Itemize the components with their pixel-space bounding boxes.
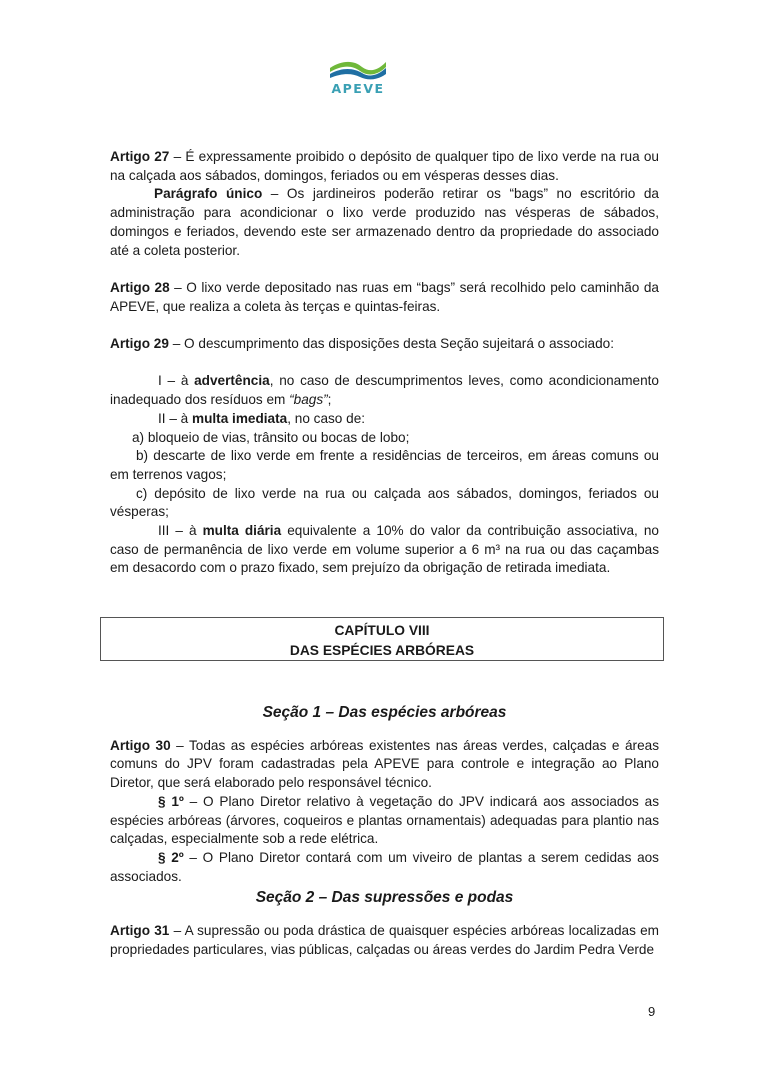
article-block-2 [110, 704, 659, 959]
artigo-29: Artigo 29 – O descumprimento das disposições desta Seção sujeitará o associado: [110, 336, 614, 351]
inciso-ii: II – à multa imediata, no caso de: [158, 410, 366, 426]
paragrafo-2: § 2º – O Plano Diretor contará com um viveiro de plantas a serem cedidas aos associados. [110, 849, 659, 884]
paragrafo-1: § 1º – O Plano Diretor relativo à vegetação do JPV indicará aos associados as espécies arbóreas (árvores, coqueiros e plantas ornamentais) adequadas para plantio nas calçadas, especialmente sob a rede elétrica. [110, 793, 659, 847]
page-number: 9 [648, 1004, 656, 1019]
section-1-title: Seção 1 – Das espécies arbóreas [262, 704, 507, 721]
artigo-31: Artigo 31 – A supressão ou poda drástica de quaisquer espécies arbóreas localizadas em propriedades particulares, vias públicas, calçadas ou áreas verdes do Jardim Pedra Verde [110, 923, 659, 957]
article-block-1 [110, 148, 659, 578]
logo-mark-icon [328, 58, 388, 80]
alinea-b: b) descarte de lixo verde em frente a residências de terceiros, em áreas comuns ou em terrenos vagos; [110, 448, 659, 482]
paragrafo-unico: Parágrafo único – Os jardineiros poderão retirar os “bags” no escritório da administração para acondicionar o lixo verde produzido nas vésperas de sábados, domingos e feriados, devendo este ser armazenado dentro da propriedade do associado até a coleta posterior. [110, 186, 659, 258]
inciso-i: I – à advertência, no caso de descumprimentos leves, como acondicionamento inadequado dos resíduos em “bags”; [110, 373, 659, 408]
section-2-title: Seção 2 – Das supressões e podas [255, 889, 514, 907]
alinea-c: c) depósito de lixo verde na rua ou calçada aos sábados, domingos, feriados ou vésperas; [110, 485, 659, 520]
logo-text: APEVE [331, 81, 385, 96]
apeve-logo [326, 58, 390, 106]
artigo-28: Artigo 28 – O lixo verde depositado nas ruas em “bags” será recolhido pelo caminhão da APEVE, que realiza a coleta às terças e quintas-feiras. [110, 279, 659, 314]
chapter-number: CAPÍTULO VIII [334, 623, 430, 638]
inciso-iii: III – à multa diária equivalente a 10% do valor da contribuição associativa, no caso de permanência de lixo verde em volume superior a 6 m³ na rua ou das caçambas em desacordo com o prazo fixado, sem prejuízo da obrigação de retirada imediata. [110, 523, 659, 576]
chapter-title: DAS ESPÉCIES ARBÓREAS [289, 642, 475, 658]
artigo-27: Artigo 27 – É expressamente proibido o depósito de qualquer tipo de lixo verde na rua ou na calçada aos sábados, domingos, feriados ou em vésperas desses dias. [110, 149, 659, 183]
artigo-30: Artigo 30 – Todas as espécies arbóreas existentes nas áreas verdes, calçadas e áreas comuns do JPV foram cadastradas pela APEVE para controle e integração ao Plano Diretor, que será elaborado pelo responsável técnico. [110, 737, 659, 791]
chapter-heading [100, 617, 664, 661]
alinea-a: a) bloqueio de vias, trânsito ou bocas de lobo; [132, 429, 410, 445]
